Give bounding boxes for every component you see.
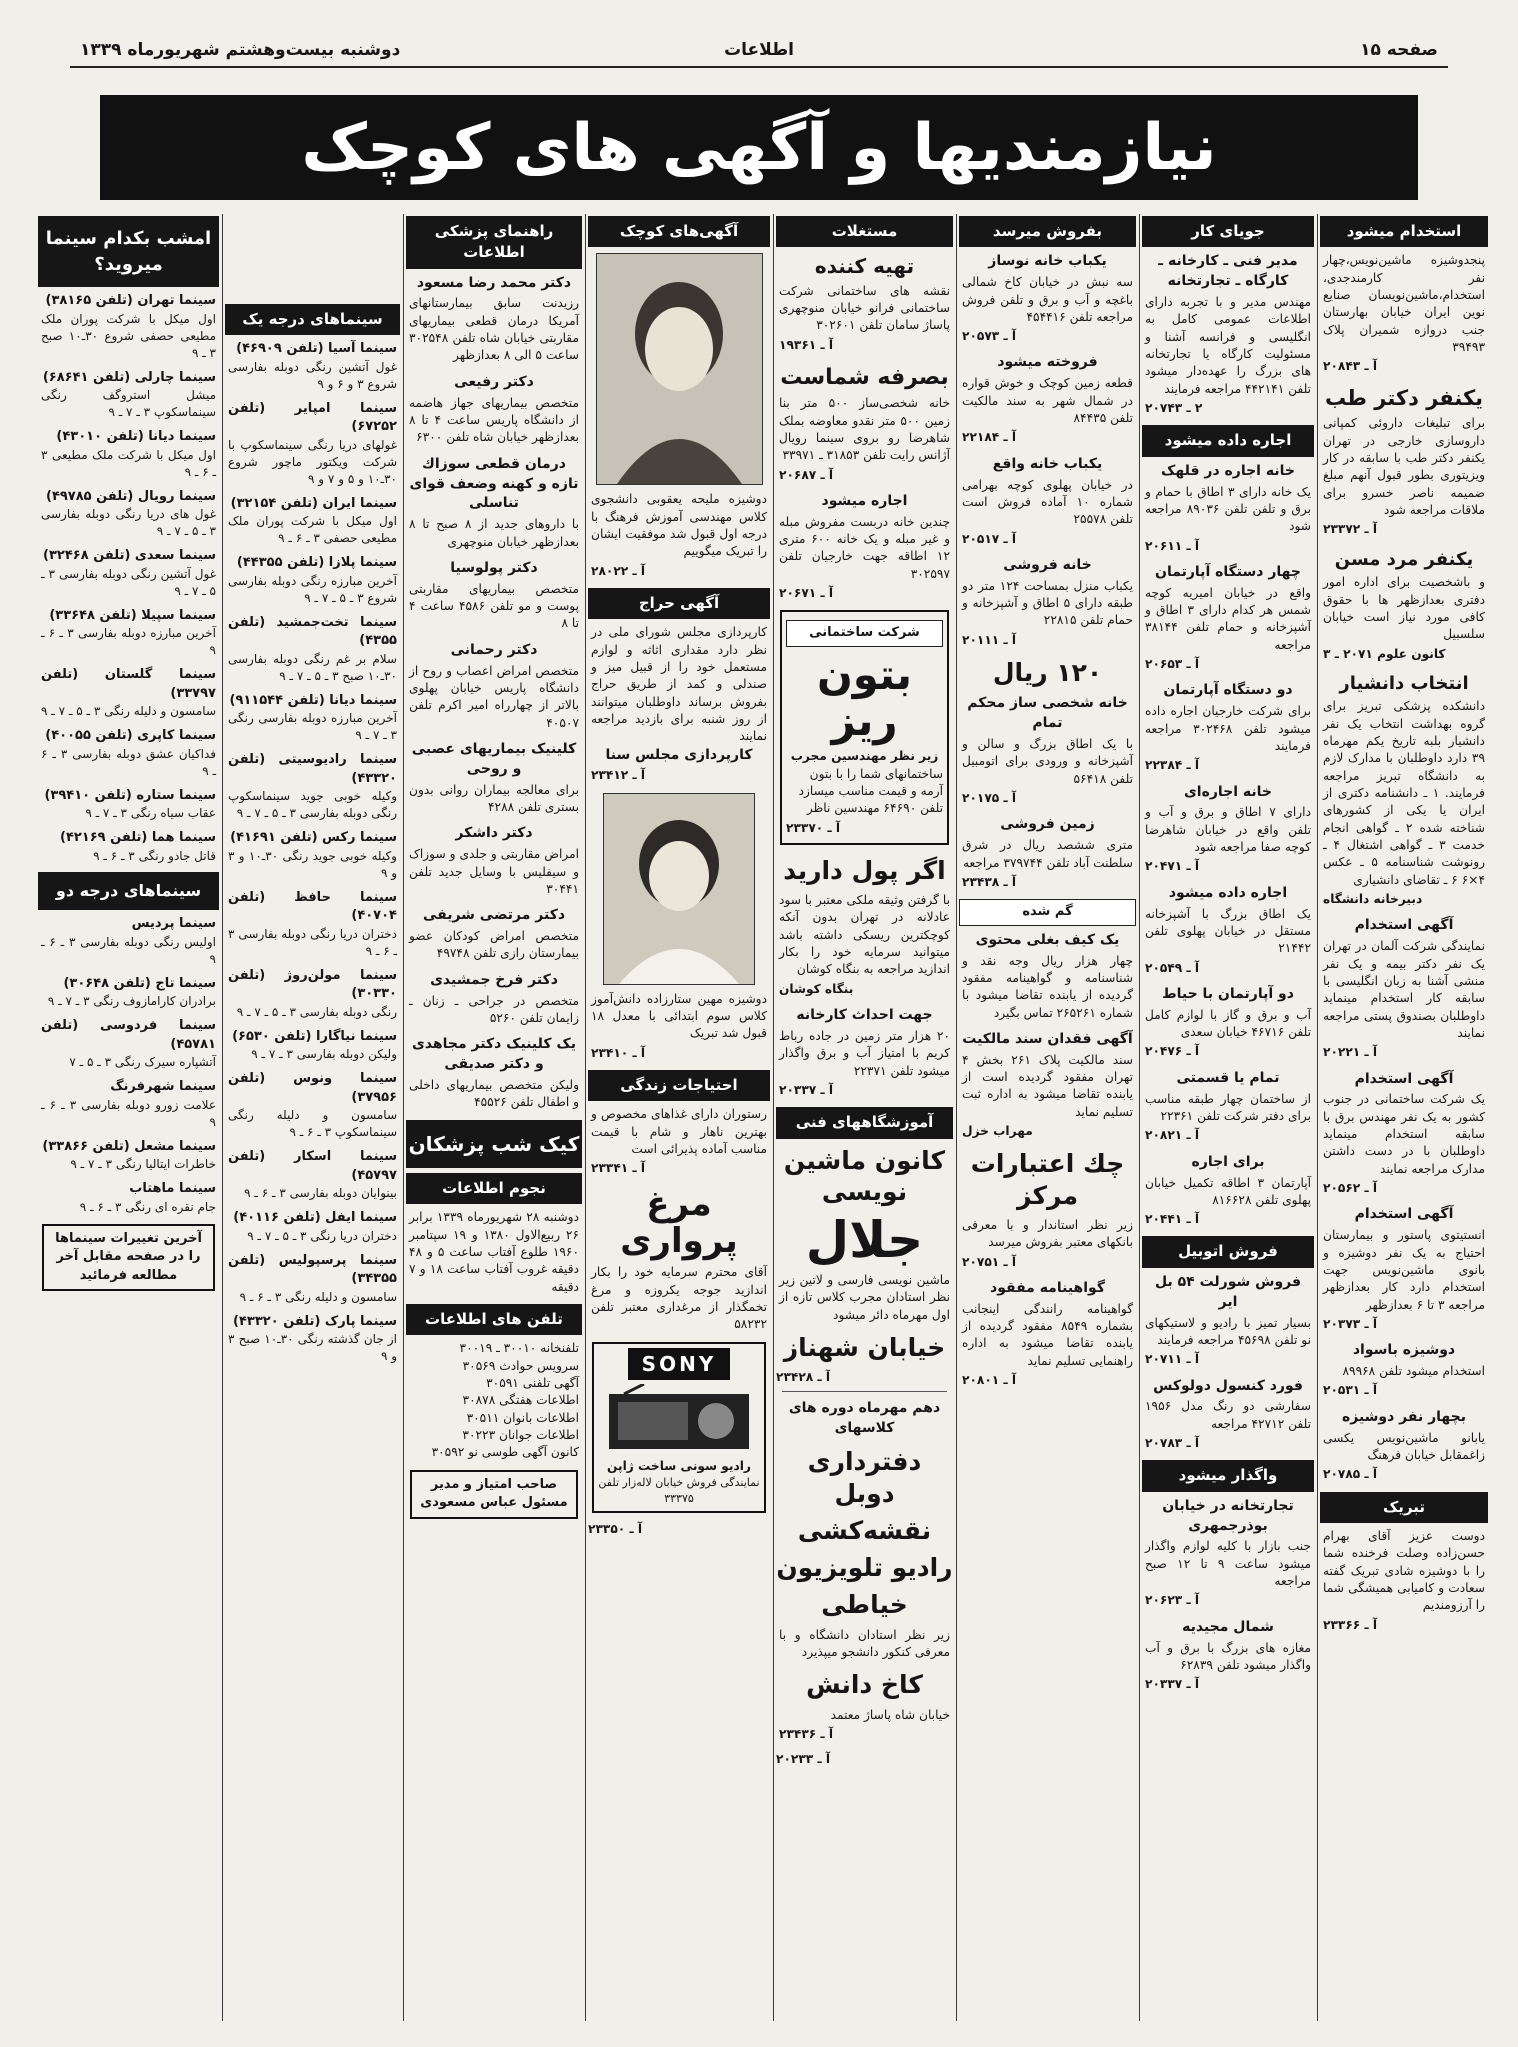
classified-ad: آگهی استخدام نمایندگی شرکت آلمان در تهران یک نفر دکتر بیمه و یک نفر منشی آشنا به زبان انگلیسی با سابقه کار استخدام مینماید داوطلبان بصندوق پستی مراجعه نمایند آ ـ ۲۰۲۲۱ (1323, 917, 1485, 1060)
cinema-listing: سینما حافظ (تلفن ۴۰۷۰۴) دختران دریا رنگی دوبله بفارسی ۳ ـ ۶ ـ ۹ (228, 889, 397, 958)
cinema-listing: سینما مشعل (تلفن ۳۳۸۶۶) خاطرات ایتالیا رنگی ۳ ـ ۷ ـ ۹ (42, 1138, 216, 1172)
page-number: صفحه ۱۵ (1360, 40, 1438, 60)
cinema-listing: سینما ایران (تلفن ۳۲۱۵۴) اول میکل با شرکت پوران ملک مطیعی حصفی ۳ ـ ۶ ـ ۹ (228, 495, 397, 546)
classified-ad: پنجدوشیزه ماشین‌نویس،چهار نفر کارمندجدی، استخدام،ماشین‌نویسان صنایع نوین ایران خیابان بهارستان جنب دروازه شمیران پلاک ۳۹۴۹۳ آ ـ ۲۰۸۴۳ (1323, 253, 1485, 374)
cinema-listing: سینما چارلی (تلفن ۶۸۶۴۱) میشل استروگف رنگی سینماسکوپ ۳ ـ ۷ ـ ۹ (41, 369, 216, 420)
section-heading: تلفن های اطلاعات (406, 1304, 582, 1335)
section-heading: سینماهای درجه دو (38, 872, 219, 911)
classified-ad: آگهی فقدان سند مالکیت سند مالکیت پلاک ۲۶۱ بخش ۴ تهران مفقود گردیده است از یابنده تقاضا میشود به اداره ثبت تسلیم نماید مهراب خزل (962, 1030, 1134, 1139)
column-cinemas-first (225, 214, 400, 2021)
doctor-ad: کلینیک بیماریهای عصبی و روحی برای معالجه بیماران روانی بدون بستری تلفن ۴۲۸۸ (409, 740, 579, 815)
doctor-ad: دکتر رفیعی متخصص بیماریهای جهاز هاضمه از دانشگاه پاریس ساعت ۴ تا ۸ بعدازظهر خیابان شاه تلفن ۶۳۰۰ (409, 373, 579, 445)
classified-ad: شمال مجیدیه مغازه های بزرگ با برق و آب واگذار میشود تلفن ۶۲۸۳۹ آ ـ ۲۰۳۳۷ (1145, 1618, 1311, 1692)
section-heading: تبریک (1320, 1492, 1488, 1523)
cinema-listing: سینما پارک (تلفن ۴۳۳۲۰) از جان گذشته رنگی ۳۰ـ۱۰ صبح ۳ و ۹ (228, 1313, 397, 1364)
classified-ad: آگهی استخدام یک شرکت ساختمانی در جنوب کشور به یک نفر مهندس برق با سابقه استخدام مینماید داوطلبان با در دست داشتن مدارک مراجعه نمایند آ ـ ۲۰۵۶۲ (1323, 1070, 1485, 1196)
school-logo-text: جلال (805, 1211, 924, 1270)
course-1: دفترداری دوبل (807, 1447, 922, 1508)
classified-ad: دو آپارتمان با حیاط آب و برق و گاز با لوازم کامل تلفن ۴۶۷۱۶ خیابان سعدی آ ـ ۲۰۴۷۶ (1145, 985, 1311, 1059)
congratulation-ad: دوست عزیز آقای بهرام حسن‌زاده وصلت فرخنده شما را با دوشیزه شادی تبریک گفته سعادت و کامیابی همیشگی شما را آرزومندیم آ ـ ۲۳۳۶۶ (1323, 1528, 1485, 1632)
section-heading: بفروش میرسد (959, 216, 1136, 247)
section-heading: آگهی‌های کوچک (588, 216, 770, 247)
classified-ad: دهم مهرماه دوره های کلاسهای (788, 1399, 941, 1436)
classified-ad: بصرفه شماست خانه شخصی‌ساز ۵۰۰ متر بنا زمین ۵۰۰ متر نقدو معاوضه بملک شاهرضا رو بروی سینما رویال آژانس رایت تلفن ۳۱۸۵۳ ـ ۳۳۹۷۱ آ ـ ۲۰۶۸۷ (779, 365, 950, 482)
cinema-listing: سینما پردیس اولیس رنگی دوبله بفارسی ۳ ـ ۶ ـ ۹ (41, 916, 216, 966)
cinema-listing: سینما پلازا (تلفن ۴۴۳۵۵) آخرین مبارزه رنگی دوبله بفارسی شروع ۳ ـ ۵ ـ ۷ ـ ۹ (228, 555, 397, 605)
column-employment (1320, 214, 1488, 2021)
classified-ad: آقای محترم سرمایه خود را بکار اندازید جوجه یکروزه و مرغ تخمگذار از مرغداری معتبر تلفن ۵۸۲۳۲ (591, 1265, 767, 1332)
sony-logo: SONY (628, 1348, 731, 1380)
cinema-listing: سینما ایفل (تلفن ۴۰۱۱۶) دختران دریا رنگی ۳ ـ ۵ ـ ۷ ـ ۹ (233, 1210, 397, 1243)
classified-ad: آگهی استخدام انستیتوی پاستور و بیمارستان احتیاج به یک نفر دوشیزه و بانوی ماشین‌نویس جهت استخدام دارد کار بعدازظهر مراجعه ۳ تا ۶ بعدازظهر آ ـ ۲۰۳۷۳ (1323, 1206, 1485, 1331)
classified-ad: یکنفر دکتر طب برای تبلیغات داروئی کمپانی داروسازی خارجی در تهران یکنفر دکتر طب با سابقه در کار ویزیتوری بطور قبول آنهم مبلغ ضمیمه ناصر خسرو برای ملاقات مراجعه شود آ ـ ۲۳۳۷۲ (1323, 385, 1485, 537)
doctor-ad: دکتر داشکر امراض مقاربتی و جلدی و سوزاک و سیفلیس با وسایل جدید تلفن ۳۰۴۴۱ (409, 825, 579, 896)
classified-ad: ماشین نویسی فارسی و لاتین زیر نظر استادان مجرب کلاس تازه از اول مهرماه دائر میشود (779, 1273, 950, 1322)
classified-ad: با گرفتن وثیقه ملکی معتبر با سود عادلانه در تهران بدون آنکه کوچکترین ریسکی داشته باشد میتوانید سرمایه خود را بکار اندازید مراجعه به بنگاه کوشان بنگاه کوشان (779, 893, 950, 996)
column-medical-guide (406, 214, 582, 2021)
cinema-listing: سینما مولن‌روژ (تلفن ۳۰۳۳۰) رنگی دوبله بفارسی ۳ ـ ۵ ـ ۷ ـ ۹ (228, 967, 397, 1019)
classified-ad: تجارتخانه در خیابان بوذرجمهری جنب بازار با کلیه لوازم واگذار میشود ساعت ۹ تا ۱۲ صبح مراجعه آ ـ ۲۰۶۲۳ (1145, 1497, 1311, 1608)
cinema-listing: سینما تخت‌جمشید (تلفن ۴۳۵۵) سلام بر غم رنگی دوبله بفارسی ۳۰ـ۱۰ صبح ۳ ـ ۵ ـ ۷ ـ ۹ (228, 614, 397, 683)
classified-ad: زمین فروشی متری ششصد ریال در شرق سلطنت آباد تلفن ۳۷۹۷۴۴ مراجعه آ ـ ۲۳۴۳۸ (962, 816, 1133, 889)
cinema-listing: سینما نیاگارا (تلفن ۶۵۳۰) ولیکن دوبله بفارسی ۳ ـ ۷ ـ ۹ (232, 1028, 397, 1062)
issue-date: دوشنبه بیست‌وهشتم شهریورماه ۱۳۳۹ (80, 40, 401, 60)
classified-ad: زیر نظر استادان دانشگاه و با معرفی کنکور دانشجو میپذیرد (779, 1627, 950, 1659)
school-name: کانون ماشین نویسی (783, 1145, 946, 1206)
cinema-listing: سینما رادیوسیتی (تلفن ۴۳۳۲۰) وکیله خوبی جوید سینماسکوپ رنگی دوبله بفارسی ۳ ـ ۵ ـ ۷ ـ ۹ (228, 752, 397, 821)
check-headline: چك اعتبارات مركز (970, 1149, 1125, 1210)
classified-ad: چهار دستگاه آپارتمان واقع در خیابان امیریه کوچه شمس هر کدام دارای ۳ اطاق و آشپزخانه و حمام تلفن ۳۸۱۴۴ مراجعه آ ـ ۲۰۶۵۳ (1145, 563, 1311, 672)
column-cinemas-tonight (38, 214, 219, 2021)
cinema-listing: سینما دیانا (تلفن ۹۱۱۵۴۴) آخرین مبارزه دوبله بفارسی رنگی ۳ ـ ۷ ـ ۹ (228, 692, 397, 743)
radio-icon (604, 1384, 754, 1454)
child-photo (603, 793, 755, 985)
cinema-listing: سینما امپایر (تلفن ۶۷۲۵۲) غولهای دریا رنگی سینماسکوپ با شرکت ویکتور ماچور شروع ۳۰‌ـ۱۰ و ۵ و ۷ و ۹ (228, 400, 397, 486)
classified-ad: یک کیف بغلی محتوی چهار هزار ریال وجه نقد و شناسنامه و گواهینامه مفقود گردیده از یابنده تقاضا میشود با شماره ۲۶۵۲۶۱ تماس بگیرد (962, 931, 1133, 1020)
column-for-sale (959, 214, 1136, 2021)
section-heading: احتیاجات زندگی (588, 1070, 770, 1101)
section-heading: سینماهای درجه یک (225, 304, 400, 335)
classified-ad: اجاره میشود چندین خانه دربست مفروش مبله و غیر مبله و یک خانه ۶۰۰ متری ۱۲ اطاقه جهت خارجیان تلفن ۳۰۲۵۹۷ آ ـ ۲۰۶۷۱ (779, 492, 950, 601)
cinema-listing: سینما پرسپولیس (تلفن ۳۴۳۵۵) سامسون و دلیله رنگی ۳ ـ ۶ ـ ۹ (228, 1252, 397, 1304)
classified-ad: خانه اجاره‌ای دارای ۷ اطاق و برق و آب و تلفن واقع در خیابان شاهرضا کوچه صفا مراجعه شود آ ـ ۲۰۴۷۱ (1145, 783, 1311, 874)
classified-ad: یکباب خانه نوساز سه نبش در خیابان کاخ شمالی باغچه و آب و برق و تلفن فروش مراجعه تلفن ۴۵۴۴۱۶ آ ـ ۲۰۵۷۳ (962, 253, 1133, 344)
cinema-listing: سینما اسکار (تلفن ۴۵۷۹۷) بینوایان دوبله بفارسی ۳ ـ ۶ ـ ۹ (228, 1149, 397, 1201)
classified-ad: بچهار نفر دوشیزه یابانو ماشین‌نویس یکسی زاغمقابل خیابان فرهنگ آ ـ ۲۰۷۸۵ (1323, 1408, 1485, 1482)
classified-ad: دوشیزه مهین ستارزاده دانش‌آموز کلاس سوم ابتدائی با معدل ۱۸ قبول شد تبریک آ ـ ۲۳۴۱۰ (591, 991, 767, 1060)
doctor-ad: دکتر مرتضی شریفی متخصص امراض کودکان عضو بیمارستان رازی تلفن ۴۹۷۴۸ (409, 907, 579, 961)
classified-ad: خانه فروشی یکباب منزل بمساحت ۱۲۴ متر دو طبقه دارای ۵ اطاق و آشپزخانه و حمام تلفن ۲۲۸۱۵ آ ـ ۲۰۱۱۱ (962, 556, 1134, 647)
prayer-times: دوشنبه ۲۸ شهریورماه ۱۳۳۹ برابر ۲۶ ربیع‌الاول ۱۳۸۰ و ۱۹ سپتامبر ۱۹۶۰ طلوع آفتاب ساعت ۵ و ۴۸ دقیقه غروب آفتاب ساعت ۱۸ و ۷ دقیقه (409, 1210, 579, 1294)
doctor-ad: درمان قطعی سوزاك تازه و كهنه وضعف قوای تناسلی با داروهای جدید از ۸ صبح تا ۸ بعدازظهر خیابان منوچهری (409, 455, 579, 549)
cinema-listing: سینما رکس (تلفن ۴۱۶۹۱) وکیله خوبی جوید رنگی ۳۰ـ۱۰ و ۳ و ۹ (228, 830, 397, 880)
cinema-listing: سینما سعدی (تلفن ۳۲۴۶۸) غول آتشین رنگی دوبله بفارسی ۳ ـ ۵ ـ ۷ ـ ۹ (41, 548, 216, 598)
classified-ad: تهیه کننده نقشه های ساختمانی شرکت ساختمانی فرانو خیابان منوچهری پاساژ سامان تلفن ۳۰۲۶۰۱ آ ـ ۱۹۳۶۱ (779, 254, 950, 352)
classified-ad: کارپردازی مجلس شورای ملی در نظر دارد مقداری اثاثه و لوازم مستعمل خود را از قبیل میز و صندلی و کمد از طریق حراج بفروش برساند داوطلبان میتوانند از روز شنبه برای بازدید مراجعه نمایند کارپردازی مجلس سنا آ ـ ۲۳۴۱۲ (591, 625, 767, 783)
course-4: خیاطی (821, 1590, 908, 1620)
newspaper-name: اطلاعات (724, 40, 794, 60)
cinema-listing: سینما تهران (تلفن ۳۸۱۶۵) اول میکل با شرکت پوران ملک مطیعی حصفی شروع ۳۰ـ۱۰ صبح ۳ ـ ۹ (41, 293, 217, 360)
cinema-listing: سینما هما (تلفن ۴۲۱۶۹) قاتل جادو رنگی ۳ ـ ۶ ـ ۹ (59, 830, 216, 863)
cinema-listing: سینما رویال (تلفن ۴۹۷۸۵) غول های دریا رنگی دوبله بفارسی ۳ ـ ۵ ـ ۷ ـ ۹ (41, 488, 216, 539)
classified-ad: اجاره داده میشود یک اطاق بزرگ با آشپزخانه مستقل در خیابان پهلوی تلفن ۲۱۴۴۲ آ ـ ۲۰۵۴۹ (1145, 884, 1311, 975)
classified-ad: دو دستگاه آپارتمان برای شرکت خارجیان اجاره داده میشود تلفن ۳۰۲۴۶۸ مراجعه فرمایند آ ـ ۲۲۳۸۴ (1145, 682, 1311, 773)
doctor-ad: دکتر پولوسیا متخصص بیماریهای مقاربتی پوست و مو تلفن ۴۵۸۶ ساعت ۴ تا ۸ (409, 559, 579, 631)
poultry-headline: مرغ پرواری (620, 1183, 738, 1262)
section-heading: اجاره داده میشود (1142, 425, 1314, 456)
classified-ad: تمام یا قسمتی از ساختمان چهار طبقه مناسب برای دفتر شرکت تلفن ۲۲۳۶۱ آ ـ ۲۰۸۲۱ (1145, 1069, 1311, 1143)
classified-ad: برای اجاره آپارتمان ۳ اطاقه تکمیل خیابان پهلوی تلفن ۸۱۶۶۲۸ آ ـ ۲۰۴۴۱ (1145, 1153, 1311, 1227)
cinema-listing: سینما تاج (تلفن ۳۰۶۴۸) برادران کارامازوف رنگی ۳ ـ ۷ ـ ۹ (47, 975, 216, 1009)
portrait-photo (596, 253, 763, 485)
classified-ad: جهت احداث کارخانه ۲۰ هزار متر زمین در جاده رباط کریم با امتیاز آب و برق واگذار میشود تلفن ۲۲۳۷۱ آ ـ ۲۰۳۳۷ (779, 1007, 950, 1097)
classified-ad: فورد کنسول دولوکس سفارشی دو رنگ مدل ۱۹۵۶ تلفن ۴۲۷۱۲ مراجعه آ ـ ۲۰۷۸۳ (1145, 1377, 1311, 1451)
cinema-footer-note: آخرین تغییرات سینماها را در صفحه مقابل آخر مطالعه فرمائید (42, 1224, 215, 1291)
concrete-ad: شرکت ساختمانی بتون ریز زیر نظر مهندسین مجرب ساختمانهای شما را با بتون آرمه و قیمت مناسب میسازد تلفن ۶۴۶۹۰ مهندسین ناظر آ ـ ۲۳۳۷۰ (780, 610, 949, 844)
classified-ad: انتخاب دانشیار دانشکده پزشکی تبریز برای گروه بهداشت انتخاب یک نفر دانشیار بلبه تاریخ یکم مهرماه ۳۹ دارد داوطلبان با مدارک لازم به دانشگاه تبریز مراجعه فرمایند. ۱ ـ دانشنامه دکتری از ایران یا یکی از کشورهای شناخته شده ۲ ـ گواهی انجام خدمت ۳ ـ گواهی اشتغال ۴ ـ رونوشت شناسنامه ۵ ـ عکس ۴×۶ ۶ ـ تقاضای دانشیاری دبیرخانه دانشگاه (1323, 672, 1486, 907)
money-headline: اگر پول دارید (783, 855, 946, 885)
column-job-seekers (1142, 214, 1314, 2021)
doctor-ad: دکتر فرخ جمشیدی متخصص در جراحی ـ زنان ـ زایمان تلفن ۵۲۶۰ (409, 971, 579, 1025)
column-small-ads: آگهی‌های کوچک دوشیزه ملیحه یعقوبی دانشجوی کلاس مهندسی آموزش فرهنگ با درجه اول قبول شد موفقیت ایشان را تبریک میگوییم آ ـ ۲۸۰۲۲ آگهی حراج کارپردازی مجلس شورای ملی در نظر دارد مقداری اثاثه و لوازم مستعمل خود را از قبیل میز و صندلی و کمد از طریق حراج بفروش برساند داوطلبان میتوانند از روز شنبه برای بازدید مراجعه نمایند کارپردازی مجلس سنا آ ـ ۲۳۴۱۲ دوشیزه مهین ستارزاده دانش‌آموز کلاس سوم ابتدائی با معدل ۱۸ قبول شد تبریک آ ـ ۲۳۴۱۰ احتیاجات زندگی رستوران دارای غذاهای مخصوص و بهترین ناهار و شام با قیمت مناسب آماده پذیرائی است آ ـ ۲۳۳۴۱ مرغ پرواری آقای محترم سرمایه خود را بکار اندازید جوجه یکروزه و مرغ تخمگذار از مرغداری معتبر تلفن ۵۸۲۳۲ SONY رادیو سونی ساخت ژاپن نمایندگی فروش خیابان لاله‌زار تلفن ۳۳۳۷۵ آ ـ ۲۳۳۵۰ (588, 214, 770, 2021)
doctor-ad: دکتر رحمانی متخصص امراض اعصاب و روح از دانشگاه پاریس خیابان پهلوی بالاتر از چهارراه امیر اکرم تلفن ۴۰۵۰۷ (409, 641, 579, 730)
classified-ad: یکباب خانه واقع در خیابان پهلوی کوچه بهرامی شماره ۱۰ آماده فروش است تلفن ۲۵۵۷۸ آ ـ ۲۰۵۱۷ (962, 455, 1133, 546)
classified-ad: مدیر فنی ـ کارخانه ـ کارگاه ـ تجارتخانه مهندس مدیر و با تجربه دارای اطلاعات عمومی کامل به انگلیسی و فرانسه آشنا و مسئولیت کارگاه یا تجارتخانه های بزرگ را عهده‌دار میشود تلفن ۴۴۲۱۴۱ مراجعه فرمایند ۲ ـ ۲۰۷۴۳ (1145, 253, 1311, 416)
section-heading: راهنمای پزشکی اطلاعات (406, 216, 582, 269)
column-real-estate: مستغلات تهیه کننده نقشه های ساختمانی شرکت ساختمانی فرانو خیابان منوچهری پاساژ سامان تلفن ۳۰۲۶۰۱ آ ـ ۱۹۳۶۱ بصرفه شماست خانه شخصی‌ساز ۵۰۰ متر بنا زمین ۵۰۰ متر نقدو معاوضه بملک شاهرضا رو بروی سینما رویال آژانس رایت تلفن ۳۱۸۵۳ ـ ۳۳۹۷۱ آ ـ ۲۰۶۸۷ اجاره میشود چندین خانه دربست مفروش مبله و غیر مبله و یک خانه ۶۰۰ متری ۱۲ اطاقه جهت خارجیان تلفن ۳۰۲۵۹۷ آ ـ ۲۰۶۷۱ شرکت ساختمانی بتون ریز زیر نظر مهندسین مجرب ساختمانهای شما را با بتون آرمه و قیمت مناسب میسازد تلفن ۶۴۶۹۰ مهندسین ناظر آ ـ ۲۳۳۷۰ اگر پول دارید با گرفتن وثیقه ملکی معتبر با سود عادلانه در تهران بدون آنکه کوچکترین ریسکی داشته باشد میتوانید سرمایه خود را بکار اندازید مراجعه به بنگاه کوشان بنگاه کوشان جهت احداث کارخانه ۲۰ هزار متر زمین در جاده رباط کریم با امتیاز آب و برق واگذار میشود تلفن ۲۲۳۷۱ آ ـ ۲۰۳۳۷ آموزشگاههای فنی کانون ماشین نویسی جلال ماشین نویسی فارسی و لاتین زیر نظر استادان مجرب کلاس تازه از اول مهرماه دائر میشود خیابان شهناز آ ـ ۲۳۴۲۸ دهم مهرماه دوره های کلاسهای دفترداری دوبل نقشه‌کشی رادیو تلویزیون خیاطی زیر نظر استادان دانشگاه و با معرفی کنکور دانشجو میپذیرد کاخ دانش خیابان شاه پاساژ معتمد آ ـ ۲۳۴۳۶ آ ـ ۲۰۲۳۳ (776, 214, 953, 2021)
classified-ad: گواهینامه مفقود گواهینامه رانندگی اینجانب بشماره ۸۵۴۹ مفقود گردیده از یابنده تقاضا میشود به اداره راهنمایی تسلیم نماید آ ـ ۲۰۸۰۱ (962, 1279, 1134, 1388)
phone-directory: تلفنخانه ۳۰۰۱۰ ـ ۳۰۰۱۹ سرویس حوادث ۳۰۵۶۹ آگهی تلفنی ۳۰۵۹۱ اطلاعات هفتگی ۳۰۸۷۸ اطلاعات بانوان ۳۰۵۱۱ اطلاعات جوانان ۳۰۲۲۳ کانون آگهی طوسی نو ۳۰۵۹۲ (431, 1341, 579, 1460)
price-headline: ۱۲۰ ریال (992, 658, 1103, 688)
section-heading: استخدام میشود (1320, 216, 1488, 247)
classified-ad: خانه شخصی ساز محکم تمام با یک اطاق بزرگ و سالن و آشپزخانه و ورودی برای اتومبیل تلفن ۵۶۴۱۸ آ ـ ۲۰۱۷۵ (962, 695, 1133, 806)
doctor-ad: یک کلینیک دکتر مجاهدی و دکتر صدیقی ولیکن متخصص بیماریهای داخلی و اطفال تلفن ۴۵۵۲۶ (409, 1036, 579, 1110)
doctor-ad: دکتر محمد رضا مسعود رزیدنت سابق بیمارستانهای آمریکا درمان قطعی بیماریهای مقاربتی خیابان شاه تلفن ۳۰۲۵۴۸ ساعت ۵ الی ۸ بعدازظهر (409, 274, 579, 363)
section-heading: واگذار میشود (1142, 1460, 1314, 1491)
cinema-listing: سینما شهرفرنگ علامت زورو دوبله بفارسی ۳ ـ ۶ ـ ۹ (41, 1079, 216, 1129)
page-header (70, 38, 1448, 68)
street-headline: خیابان شهناز (783, 1333, 946, 1363)
classified-ad: یکنفر مرد مسن و باشخصیت برای اداره امور دفتری بعدازظهر ها با حقوق کافی مورد نیاز است خیابان سلسبیل کانون علوم ۲۰۷۱ ـ ۳ (1323, 548, 1485, 661)
school-kakh: کاخ دانش (806, 1670, 923, 1700)
cinema-listing: سینما ستاره (تلفن ۳۹۴۱۰) عقاب سیاه رنگی ۳ ـ ۷ ـ ۹ (44, 787, 216, 821)
classified-ad: دوشیزه ملیحه یعقوبی دانشجوی کلاس مهندسی آموزش فرهنگ با درجه اول قبول شد موفقیت ایشان را تبریک میگوییم آ ـ ۲۸۰۲۲ (591, 492, 767, 578)
section-heading: امشب بکدام سینما میروید؟ (38, 216, 219, 287)
section-heading: فروش اتوبیل (1142, 1236, 1314, 1267)
section-heading: کیک شب پزشکان (406, 1120, 582, 1168)
section-heading: گم شده (959, 899, 1136, 925)
classified-ad: زیر نظر استاندار و با معرفی بانکهای معتبر بفروش میرسد آ ـ ۲۰۷۵۱ (962, 1217, 1133, 1269)
cinema-listing: سینما کاپری (تلفن ۴۰۰۵۵) فداکیان عشق دوبله بفارسی ۳ ـ ۶ ـ ۹ (41, 728, 216, 778)
classified-ad: خانه اجاره در قلهک یک خانه دارای ۳ اطاق با حمام و برق و تلفن تلفن ۸۹۰۳۶ مراجعه شود آ ـ ۲۰۶۱۱ (1145, 462, 1311, 553)
sony-radio-ad: SONY رادیو سونی ساخت ژاپن نمایندگی فروش خیابان لاله‌زار تلفن ۳۳۳۷۵ (592, 1342, 766, 1513)
cinema-listing: سینما آسیا (تلفن ۴۶۹۰۹) غول آتشین رنگی دوبله بفارسی شروع ۳ و ۶ و ۹ (228, 341, 397, 391)
section-heading: نجوم اطلاعات (406, 1173, 582, 1204)
classifieds-banner: نیازمندیها و آگهی های کوچک (100, 95, 1418, 200)
course-3: رادیو تلویزیون (776, 1553, 953, 1583)
section-heading: مستغلات (776, 216, 953, 247)
section-heading: آموزشگاههای فنی (776, 1107, 953, 1138)
classified-ad: دوشیزه باسواد استخدام میشود تلفن ۸۹۹۶۸ آ ـ ۲۰۵۳۱ (1323, 1342, 1485, 1398)
cinema-listing: سینما ونوس (تلفن ۳۷۹۵۶) سامسون و دلیله رنگی سینماسکوپ ۳ ـ ۶ ـ ۹ (228, 1071, 397, 1140)
cinema-listing: سینما گلستان (تلفن ۳۳۷۹۷) سامسون و دلیله رنگی ۳ ـ ۵ ـ ۷ ـ ۹ (41, 667, 216, 719)
cinema-listing: سینما ماهتاب جام نقره ای رنگی ۳ ـ ۶ ـ ۹ (79, 1181, 216, 1214)
section-heading: جویای کار (1142, 216, 1314, 247)
classified-ad: خیابان شاه پاساژ معتمد آ ـ ۲۳۴۳۶ (779, 1707, 950, 1741)
cinema-listing: سینما سپیلا (تلفن ۳۳۶۴۸) آخرین مبارزه دوبله بفارسی ۳ ـ ۶ ـ ۹ (41, 607, 216, 658)
publisher-box: صاحب امتیاز و مدیر مسئول عباس مسعودی (410, 1470, 578, 1519)
cinema-listing: سینما دیانا (تلفن ۴۳۰۱۰) اول میکل با شرکت ملک مطیعی ۳ ـ ۶ ـ ۹ (41, 429, 216, 479)
course-2: نقشه‌کشی (797, 1515, 932, 1545)
classified-ad: رستوران دارای غذاهای مخصوص و بهترین ناهار و شام با قیمت مناسب آماده پذیرائی است آ ـ ۲۳۳۴۱ (591, 1107, 767, 1176)
section-heading: آگهی حراج (588, 588, 770, 619)
classified-ad: فروخته میشود قطعه زمین کوچک و خوش قواره در شمال شهر به سند مالکیت تلفن ۸۴۴۳۵ آ ـ ۲۲۱۸۴ (962, 354, 1133, 445)
cinema-listing: سینما فردوسی (تلفن ۴۵۷۸۱) آتشپاره سیرک رنگی ۳ ـ ۵ ـ ۷ (41, 1018, 216, 1070)
classified-ad: فروش شورلت ۵۴ بل ایر بسیار تمیز با رادیو و لاستیکهای نو تلفن ۴۵۶۹۸ مراجعه فرمایند آ ـ ۲۰۷۱۱ (1145, 1273, 1311, 1367)
